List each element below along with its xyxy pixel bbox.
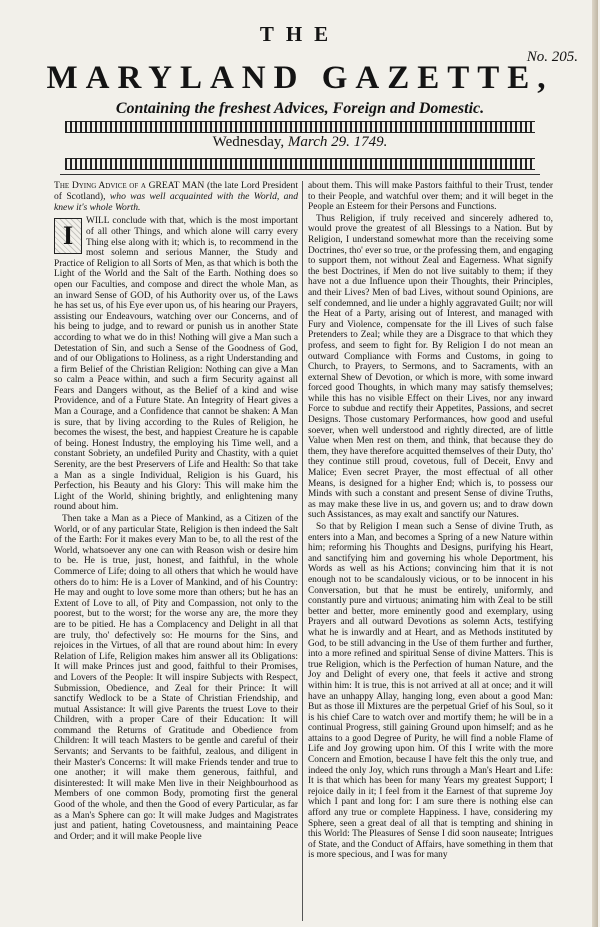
column-left bbox=[54, 181, 298, 923]
masthead-the: THE bbox=[259, 22, 341, 46]
ornamental-drop-cap bbox=[54, 218, 82, 254]
dateline-day: Wednesday, bbox=[212, 134, 285, 150]
ornamental-border-bottom bbox=[65, 158, 535, 170]
article-opening bbox=[54, 216, 298, 513]
article-paragraph: about them. This will make Pastors faithful to their Trust, tender to their People, and watchful over them; and it will beget in the People an Esteem for their Persons and Functions. bbox=[308, 181, 553, 213]
column-right bbox=[308, 181, 553, 923]
article-paragraph: Thus Religion, if truly received and sincerely adhered to, would prove the greatest of all Blessings to a Nation. But by Religion, I understand somewhat more than the receiving some Doctrines, tho' ever so true, or the professing them, and engaging to support them, not without Zeal and Eagerness. What signify the best Doctrines, if Men do not live suitably to them; if they have not a due Influence upon their Thoughts, their Principles, and their Lives? Men of bad Lives, without sound Opinions, are self condemned, and lie under a highly aggravated Guilt; nor will the Heat of a Party, arising out of Interest, and managed with Fury and Violence, compensate for the ill Lives of such false Pretenders to Zeal; while they are a Disgrace to that which they profess, and seem to fight for. By Religion I do not mean an outward Compliance with Forms and Customs, in going to Church, to Prayers, to Sermons, and to Sacraments, with an external Shew of Devotion, or which is more, with some inward forced good Thoughts, in which many may satisfy themselves; while this has no visible Effect on their Lives, nor any inward Force to subdue and rectify their Appetites, Passions, and secret Designs. Those customary Performances, how good and useful soever, when well understood and rightly directed, are of little Value when Men rest on them, and think, that because they do them, they have therefore acquitted themselves of their Duty, tho' they continue still proud, covetous, full of Deceit, Envy and Malice; Even secret Prayer, the most effectual of all other Means, is designed for a higher End; which is, to possess our Minds with such a constant and present Sense of divine Truths, as may make these live in us, and govern us; and to draw down such Assistances, as may exalt and sanctify our Natures. bbox=[308, 213, 553, 521]
article-paragraph: WILL conclude with that, which is the most important of all other Things, and which alone will carry every Thing else along with it; which is, to recommend in the most solemn and serious Manner, the Study and Practice of Religion to all Sorts of Men, as that which is both the Light of the World and the Salt of the Earth. Nothing does so open our Faculties, and compose and direct the whole Man, as an inward Sense of GOD, of his Authority over us, of the Laws he has set us, of his Eye ever upon us, of his hearing our Prayers, assisting our Endeavours, watching over our Concerns, and of his being to judge, and to reward or punish us in another State according to what we do in this! Nothing will give a Man such a Detestation of Sin, and such a Sense of the Goodness of God, and of our Obligations to Holiness, as a right Understanding and a firm Belief of the Christian Religion: Nothing can give a Man so calm a Peace within, and such a firm Security against all Fears and Dangers without, as the Belief of a kind and wise Providence, and of a Future State. An Integrity of Heart gives a Man a Courage, and a Confidence that cannot be shaken: A Man is sure, that by living according to the Rules of Religion, he becomes the wisest, the best, and happiest Creature he is capable of being. Honest Industry, the employing his Time well, and a constant Sobriety, an undefiled Purity and Chastity, with a quiet Serenity, are the best Preservers of Life and Health: So that take a Man as a single Individual, Religion is his Guard, his Perfection, his Beauty and his Glory: This will make him the Light of the World, shining brightly, and enlightening many round about him. bbox=[54, 216, 298, 513]
drop-cap-letter: I bbox=[55, 219, 81, 253]
masthead-subtitle: Containing the freshest Advices, Foreign and Domestic. bbox=[115, 100, 485, 117]
article-heading-title: The Dying Advice of a GREAT MAN bbox=[54, 181, 205, 191]
ornamental-border-top bbox=[65, 121, 535, 133]
column-divider bbox=[302, 181, 303, 921]
article-paragraph: So that by Religion I mean such a Sense of divine Truth, as enters into a Man, and becomes a Spring of a new Nature within him; reforming his Thoughts and Designs, purifying his Heart, and sanctifying him and governing his whole Deportment, his Words as well as his Actions; convincing him that it is not enough not to be scandalously vicious, or to be innocent in his Conversation, but that he must be entirely, uniformly, and constantly pure and virtuous; animating him with Zeal to be still better and better, more eminently good and exemplary, using Prayers and all outward Devotions as solemn Acts, testifying what he is inwardly and at Heart, and as Methods instituted by God, to be still advancing in the Use of them further and further, into a more refined and spiritual Sense of divine Matters. This is true Religion, which is the Perfection of human Nature, and the Joy and Delight of every one, that feels it active and strong within him: It is true, this is not arrived at all at once; and it will have an unhappy Allay, hanging long, even about a good Man: But as those ill Mixtures are the perpetual Grief of his Soul, so it is his chief Care to watch over and mortify them; he will be in a continual Progress, still gaining Ground upon himself; and as he attains to a good Degree of Purity, he will find a noble Flame of Life and Joy growing upon him. Of this I write with the more Concern and Emotion, because I have felt this the only true, and indeed the only Joy, which runs through a Man's Heart and Life: It is that which has been for many Years my greatest Support; I rejoice daily in it; I feel from it the Earnest of that supreme Joy which I pant and long for: I am sure there is nothing else can afford any true or complete Happiness. I have, considering my Sphere, seen a great deal of all that is tempting and shining in this World: The Pleasures of Sense I did soon nauseate; Intrigues of State, and the Conduct of Affairs, have something in them that is more specious, and I was for many bbox=[308, 522, 553, 861]
header-rule bbox=[60, 174, 540, 175]
article-paragraph: Then take a Man as a Piece of Mankind, as a Citizen of the World, or of any particular State, Religion is then indeed the Salt of the Earth: For it makes every Man to be, to all the rest of the World, whatsoever any one can with Reason wish or desire him to be. He is true, just, honest, and faithful, in the whole Commerce of Life; doing to all others that which he would have others do to him: He is a Lover of Mankind, and of his Country: He may and ought to love some more than others; but he has an Extent of Love to all, of Pity and Compassion, not only to the poorest, but to the worst; for the worse any are, the more they are to be pitied. He has a Complacency and Delight in all that are truly, tho' defectively so: He mourns for the Sins, and rejoices in the Virtues, of all that are round about him: In every Relation of Life, Religion makes him answer all its Obligations: It will make Princes just and good, faithful to their Promises, and Lovers of the People: It will inspire Subjects with Respect, Submission, Obedience, and Zeal for their Prince: It will sanctify Wedlock to be a State of Christian Friendship, and mutual Assistance: It will give Parents the truest Love to their Children, with a proper Care of their Education: It will command the Returns of Gratitude and Obedience from Children: It will teach Masters to be gentle and careful of their Servants; and Servants to be faithful, zealous, and diligent in their Master's Concerns: It will make Friends tender and true to one another; it will make them generous, faithful, and disinterested: It will make Men live in their Neighbourhood as Members of one common Body, promoting first the general Good of the whole, and then the Good of every Particular, as far as a Man's Sphere can go: It will make Judges and Magistrates just and patient, hating Covetousness, and maintaining Peace and Order; and it will make People live bbox=[54, 514, 298, 842]
article-heading-attribution: (the late Lord President of Scotland), bbox=[54, 181, 298, 202]
page-edge-shadow bbox=[592, 0, 598, 927]
dateline-date: March 29. 1749. bbox=[287, 134, 388, 150]
dateline bbox=[0, 134, 600, 151]
article-heading bbox=[54, 181, 298, 213]
masthead-title: MARYLAND GAZETTE, bbox=[46, 60, 554, 96]
article-heading-note: who was well acquainted with the World, and knew it's whole Worth. bbox=[54, 190, 298, 213]
issue-number: No. 205. bbox=[526, 49, 578, 65]
